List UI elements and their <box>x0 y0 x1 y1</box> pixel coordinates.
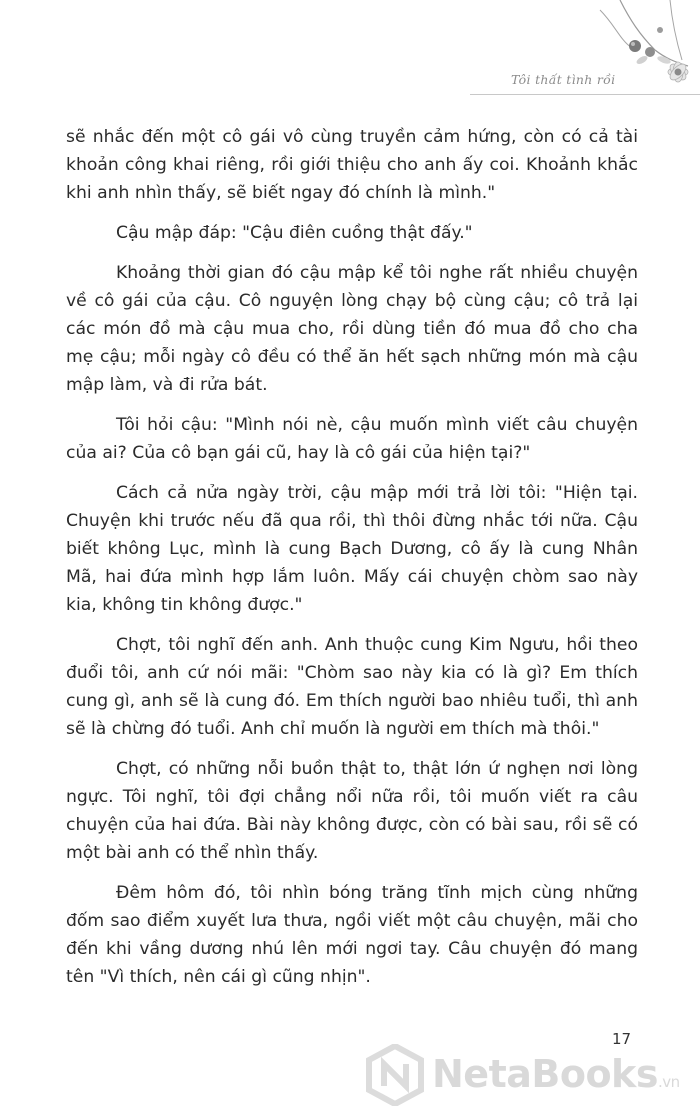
paragraph: Đêm hôm đó, tôi nhìn bóng trăng tĩnh mịch cùng những đốm sao điểm xuyết lưa thưa, ngồi viết một câu chuyện, mãi cho đến khi vầng dương nhú lên mới ngơi tay. Câu chuyện đó mang tên "Vì thích, nên cái gì cũng nhịn". <box>66 883 638 987</box>
paragraph: Chợt, có những nỗi buồn thật to, thật lớn ứ nghẹn nơi lòng ngực. Tôi nghĩ, tôi đợi chẳng nổi nữa rồi, tôi muốn viết ra câu chuyện của hai đứa. Bài này không được, còn có bài sau, rồi sẽ có một bài anh có thể nhìn thấy. <box>66 759 638 863</box>
watermark <box>360 1040 690 1110</box>
running-header-title: Tôi thất tình rồi <box>511 72 616 87</box>
watermark-suffix: .vn <box>657 1073 680 1091</box>
paragraph: Chợt, tôi nghĩ đến anh. Anh thuộc cung Kim Ngưu, hồi theo đuổi tôi, anh cứ nói mãi: "Chòm sao này kia có là gì? Em thích cung gì, anh sẽ là cung đó. Em thích người bao nhiêu tuổi, thì anh sẽ là chừng đó tuổi. Anh chỉ muốn là người em thích mà thôi." <box>66 635 638 739</box>
body-text <box>66 123 638 1003</box>
paragraph: Khoảng thời gian đó cậu mập kể tôi nghe rất nhiều chuyện về cô gái của cậu. Cô nguyện lòng chạy bộ cùng cậu; cô trả lại các món đồ mà cậu mua cho, rồi dùng tiền đó mua đồ cho cha mẹ cậu; mỗi ngày cô đều có thể ăn hết sạch những món mà cậu mập làm, và đi rửa bát. <box>66 263 638 395</box>
paragraph: Cậu mập đáp: "Cậu điên cuồng thật đấy." <box>116 223 473 243</box>
netabooks-logo-icon <box>364 1044 426 1106</box>
paragraph: Tôi hỏi cậu: "Mình nói nè, cậu muốn mình viết câu chuyện của ai? Của cô bạn gái cũ, hay là cô gái của hiện tại?" <box>66 415 638 463</box>
page-number: 17 <box>612 1030 632 1048</box>
watermark-brand: NetaBooks <box>432 1052 658 1096</box>
header-divider <box>470 94 700 95</box>
paragraph: Cách cả nửa ngày trời, cậu mập mới trả lời tôi: "Hiện tại. Chuyện khi trước nếu đã qua rồi, thì thôi đừng nhắc tới nữa. Cậu biết không Lục, mình là cung Bạch Dương, cô ấy là cung Nhân Mã, hai đứa mình hợp lắm luôn. Mấy cái chuyện chòm sao này kia, không tin không được." <box>66 483 638 615</box>
paragraph: sẽ nhắc đến một cô gái vô cùng truyền cảm hứng, còn có cả tài khoản công khai riêng, rồi giới thiệu cho anh ấy coi. Khoảnh khắc khi anh nhìn thấy, sẽ biết ngay đó chính là mình." <box>66 127 638 203</box>
